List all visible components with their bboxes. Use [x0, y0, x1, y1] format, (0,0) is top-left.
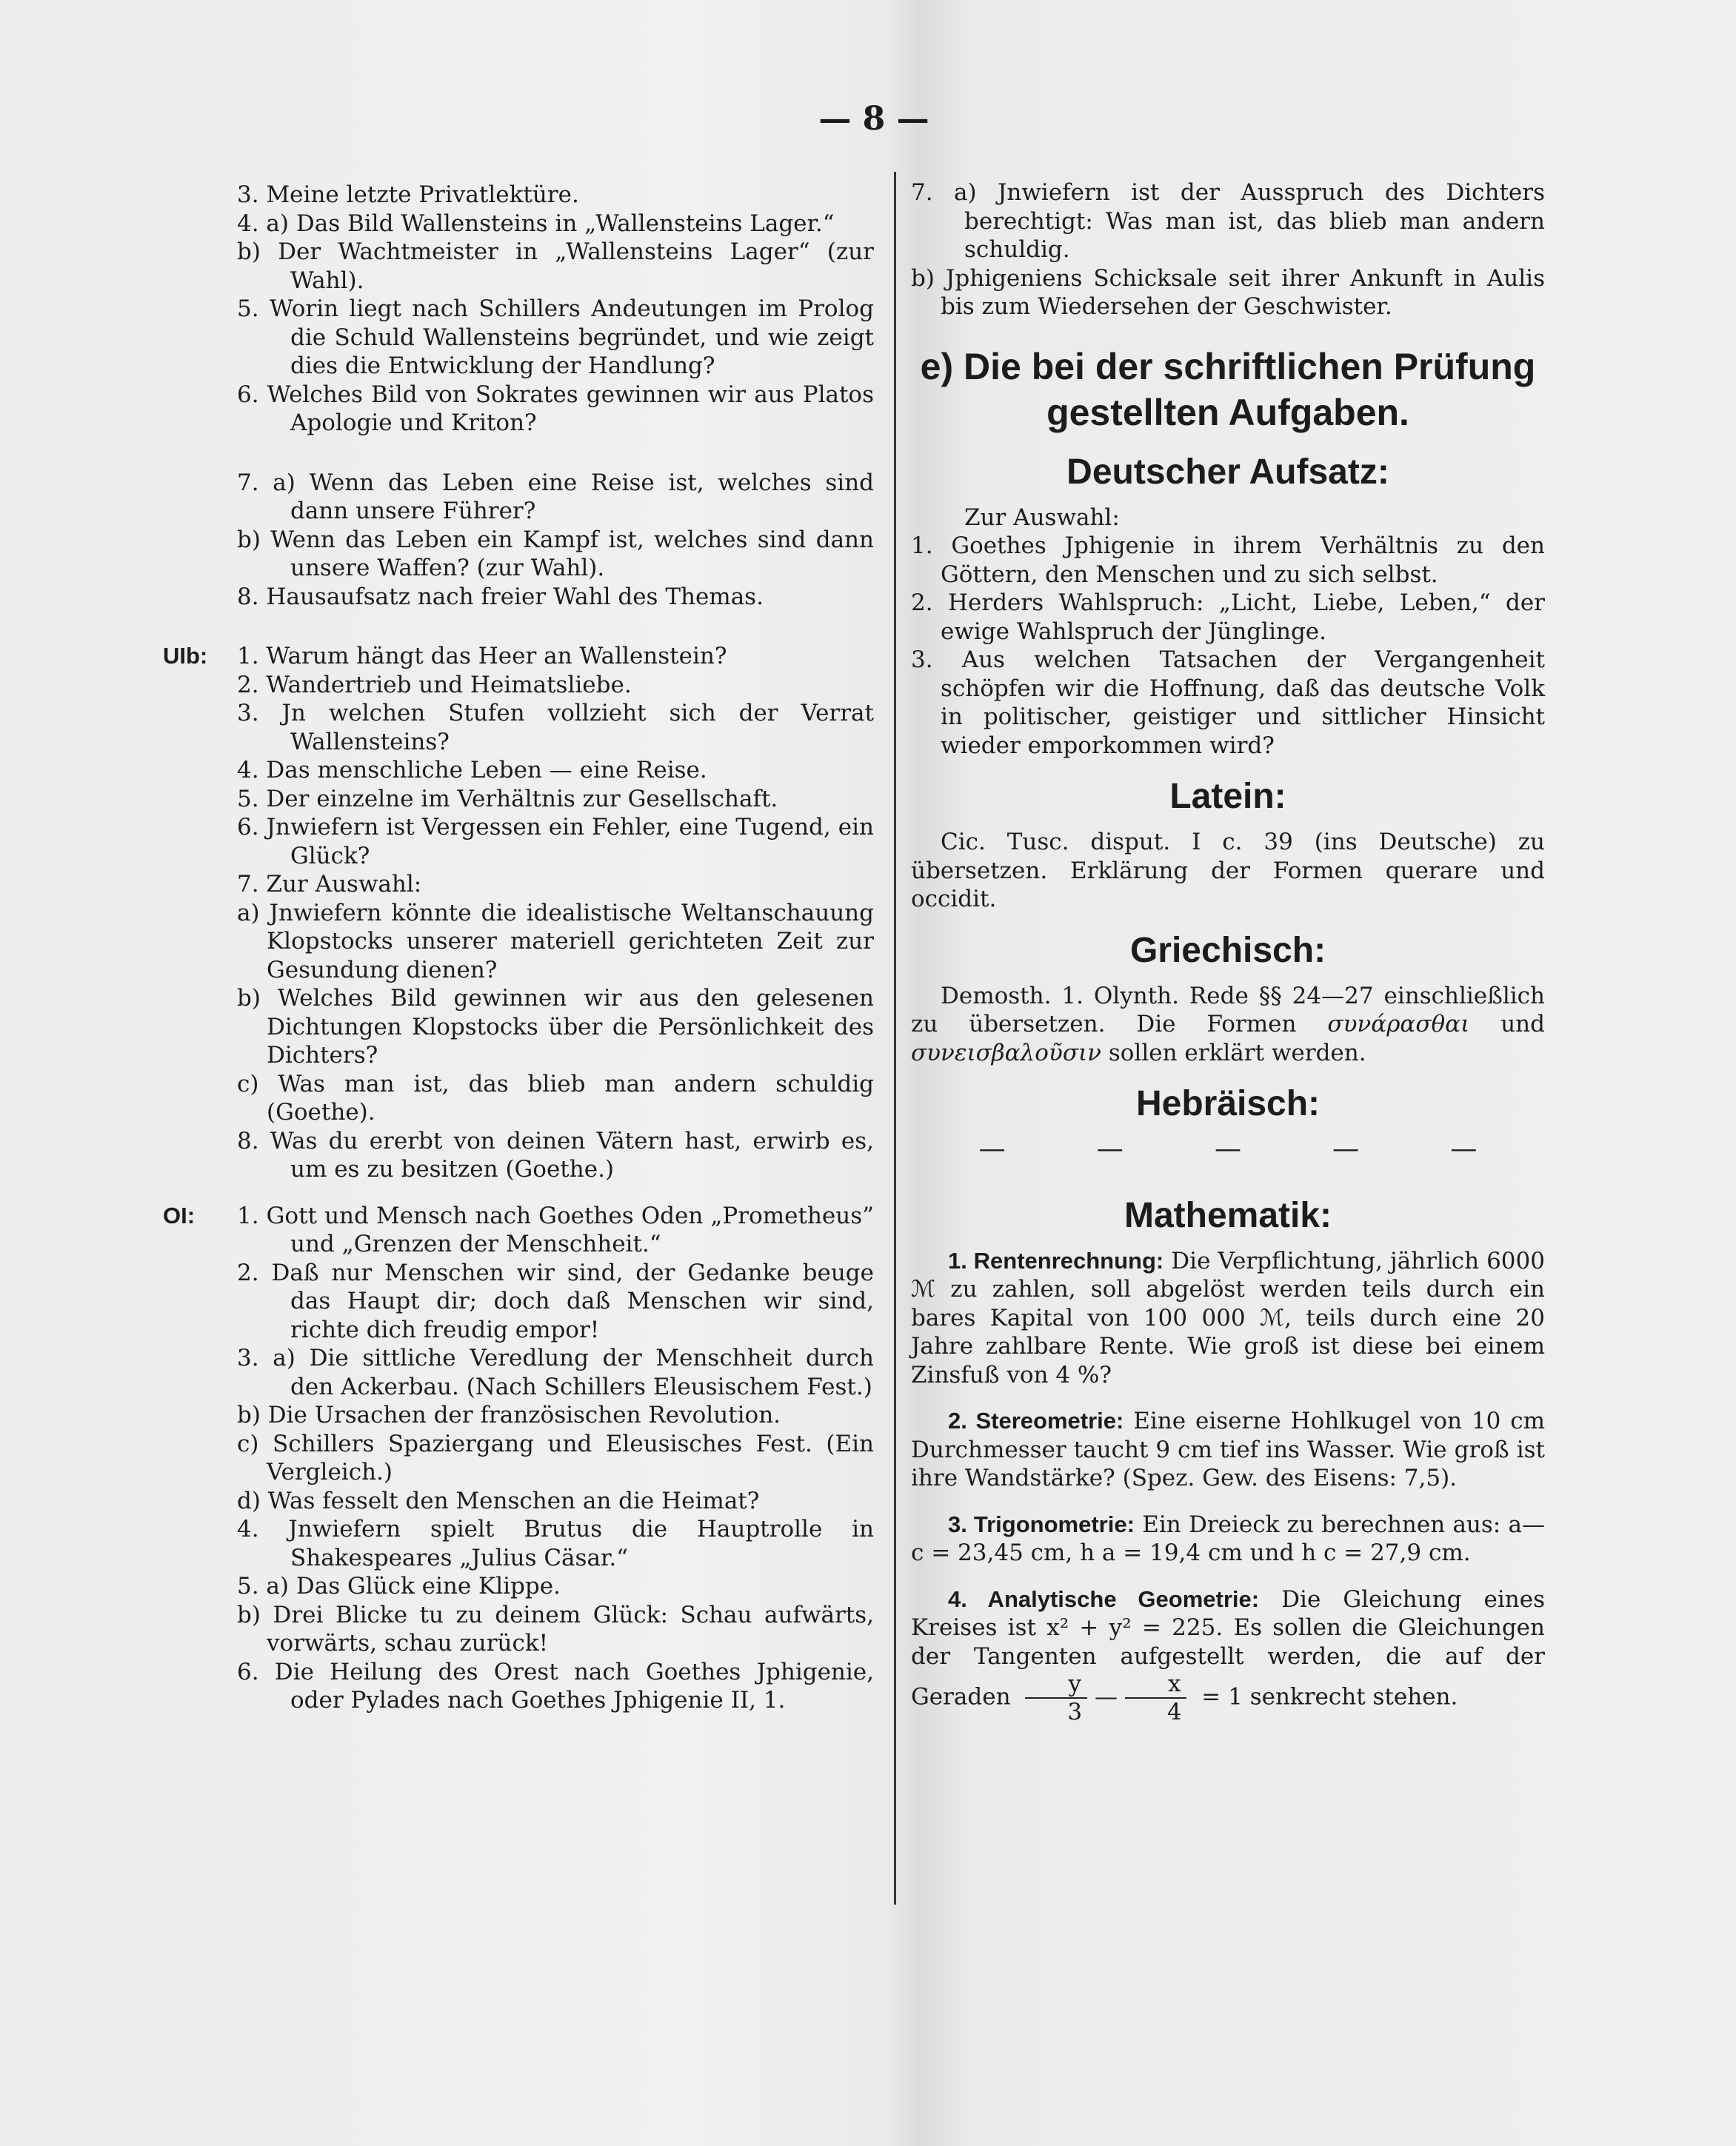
- list-item: 6. Welches Bild von Sokrates gewinnen wir aus Platos Apologie und Kriton?: [237, 381, 874, 436]
- left-column: [163, 181, 874, 1715]
- list-item: 1. Warum hängt das Heer an Wallenstein?: [237, 643, 727, 669]
- intro-text: Zur Auswahl:: [964, 504, 1120, 531]
- list-item: 6. Jnwiefern ist Vergessen ein Fehler, eine Tugend, ein Glück?: [237, 814, 874, 869]
- list-item: 1. Gott und Mensch nach Goethes Oden „Prometheus” und „Grenzen der Menschheit.“: [237, 1202, 874, 1257]
- class-label-uib: UIb:: [163, 643, 208, 669]
- list-item: c) Schillers Spaziergang und Eleusisches Fest. (Ein Vergleich.): [237, 1430, 874, 1485]
- list-item: 7. Zur Auswahl:: [237, 871, 422, 897]
- math-problem: 3. Trigonometrie: Ein Dreieck zu berechnen aus: a—c = 23,45 cm, h a = 19,4 cm und h c = 27,9 cm.: [911, 1511, 1546, 1566]
- list-item: 3. Meine letzte Privatlektüre.: [237, 181, 579, 208]
- paragraph: Cic. Tusc. disput. I c. 39 (ins Deutsche) zu übersetzen. Erklärung der Formen querare und occidit.: [911, 829, 1545, 912]
- list-item: 4. a) Das Bild Wallensteins in „Wallensteins Lager.“: [237, 210, 835, 237]
- column-divider: [894, 172, 896, 1905]
- list-item: 1. Goethes Jphigenie in ihrem Verhältnis zu den Göttern, den Menschen und zu sich selbst.: [911, 532, 1545, 588]
- class-oi-section: [163, 1202, 874, 1715]
- page-number: — 8 —: [818, 100, 929, 138]
- list-item: 2. Herders Wahlspruch: „Licht, Liebe, Leben,“ der ewige Wahlspruch der Jünglinge.: [911, 589, 1545, 645]
- subject-heading-mathematik: Mathematik:: [1124, 1195, 1332, 1235]
- list-item: b) Der Wachtmeister in „Wallensteins Lager“ (zur Wahl).: [237, 238, 874, 294]
- class-uib-section: [163, 642, 874, 1184]
- list-item: 4. Das menschliche Leben — eine Reise.: [237, 757, 707, 783]
- subject-heading-griechisch: Griechisch:: [1129, 930, 1326, 970]
- math-problem: 4. Analytische Geometrie: Die Gleichung eines Kreises ist x² + y² = 225. Es sollen die Gleichungen der Tangenten aufgestellt werden, die auf der Geraden $\frac{y}{3}$ — $\frac{x}{4}$ = 1 senkrecht stehen.: [911, 1585, 1545, 1725]
- greek-word: συνεισβαλοῦσιν: [911, 1039, 1101, 1066]
- list-item: b) Drei Blicke tu zu deinem Glück: Schau aufwärts, vorwärts, schau zurück!: [237, 1601, 874, 1657]
- list-item: c) Was man ist, das blieb man andern schuldig (Goethe).: [237, 1070, 874, 1126]
- class-label-oi: OI:: [163, 1202, 196, 1229]
- subject-heading-deutsch: Deutscher Aufsatz:: [1066, 452, 1389, 492]
- subject-heading-hebraeisch: Hebräisch:: [1135, 1084, 1321, 1123]
- fraction: $\frac{x}{4}$: [1125, 1671, 1186, 1725]
- list-item: 6. Die Heilung des Orest nach Goethes Jphigenie, oder Pylades nach Goethes Jphigenie II, 1.: [237, 1658, 874, 1714]
- list-item: 7. a) Jnwiefern ist der Ausspruch des Dichters berechtigt: Was man ist, das blieb man andern schuldig.: [911, 179, 1545, 263]
- list-item: 2. Wandertrieb und Heimatsliebe.: [237, 671, 632, 698]
- right-column: [911, 178, 1545, 1725]
- list-item: 5. Der einzelne im Verhältnis zur Gesellschaft.: [237, 785, 778, 812]
- list-item: b) Die Ursachen der französischen Revolution.: [237, 1402, 781, 1428]
- greek-word: συνάρασθαι: [1327, 1011, 1470, 1037]
- section-title: e) Die bei der schriftlichen Prüfung gestellten Aufgaben.: [920, 345, 1536, 433]
- list-item: b) Jphigeniens Schicksale seit ihrer Ankunft in Aulis bis zum Wiedersehen der Geschwister.: [911, 264, 1545, 320]
- list-item: 5. Worin liegt nach Schillers Andeutungen im Prolog die Schuld Wallensteins begründet, und wie zeigt dies die Entwicklung der Handlung?: [237, 295, 874, 379]
- list-item: 3. a) Die sittliche Veredlung der Menschheit durch den Ackerbau. (Nach Schillers Eleusischem Fest.): [237, 1345, 874, 1400]
- list-item: 3. Jn welchen Stufen vollzieht sich der Verrat Wallensteins?: [237, 700, 874, 755]
- list-item: 7. a) Wenn das Leben eine Reise ist, welches sind dann unsere Führer?: [237, 469, 874, 524]
- subject-heading-latein: Latein:: [1169, 777, 1286, 816]
- list-item: 5. a) Das Glück eine Klippe.: [237, 1573, 561, 1600]
- list-item: b) Welches Bild gewinnen wir aus den gelesenen Dichtungen Klopstocks über die Persönlichkeit des Dichters?: [237, 985, 874, 1069]
- list-item: 8. Hausaufsatz nach freier Wahl des Themas.: [237, 583, 764, 610]
- math-problem: 2. Stereometrie: Eine eiserne Hohlkugel von 10 cm Durchmesser taucht 9 cm tief ins Wasser. Wie groß ist ihre Wandstärke? (Spez. Gew. des Eisens: 7,5).: [911, 1408, 1545, 1491]
- list-item: 2. Daß nur Menschen wir sind, der Gedanke beuge das Haupt dir; doch daß Menschen wir sind, richte dich freudig empor!: [237, 1259, 874, 1343]
- empty-dashes: — — — — —: [978, 1134, 1478, 1164]
- list-item: 4. Jnwiefern spielt Brutus die Hauptrolle in Shakespeares „Julius Cäsar.“: [237, 1516, 874, 1571]
- math-problem: 1. Rentenrechnung: Die Verpflichtung, jährlich 6000 ℳ zu zahlen, soll abgelöst werden teils durch ein bares Kapital von 100 000 ℳ, teils durch eine 20 Jahre zahlbare Rente. Wie groß ist diese bei einem Zinsfuß von 4 %?: [911, 1247, 1545, 1388]
- list-item: 8. Was du ererbt von deinen Vätern hast, erwirb es, um es zu besitzen (Goethe.): [237, 1127, 874, 1183]
- list-item: a) Jnwiefern könnte die idealistische Weltanschauung Klopstocks unserer materiell gerichteten Zeit zur Gesundung dienen?: [237, 899, 874, 983]
- paragraph: Demosth. 1. Olynth. Rede §§ 24—27 einschließlich zu übersetzen. Die Formen συνάρασθαι und συνεισβαλοῦσιν sollen erklärt werden.: [911, 982, 1545, 1066]
- list-item: b) Wenn das Leben ein Kampf ist, welches sind dann unsere Waffen? (zur Wahl).: [237, 526, 874, 581]
- fraction: $\frac{y}{3}$: [1025, 1671, 1087, 1725]
- list-item: d) Was fesselt den Menschen an die Heimat?: [237, 1487, 760, 1514]
- list-item: 3. Aus welchen Tatsachen der Vergangenheit schöpfen wir die Hoffnung, daß das deutsche Volk in politischer, geistiger und sittlicher Hinsicht wieder emporkommen wird?: [911, 646, 1545, 759]
